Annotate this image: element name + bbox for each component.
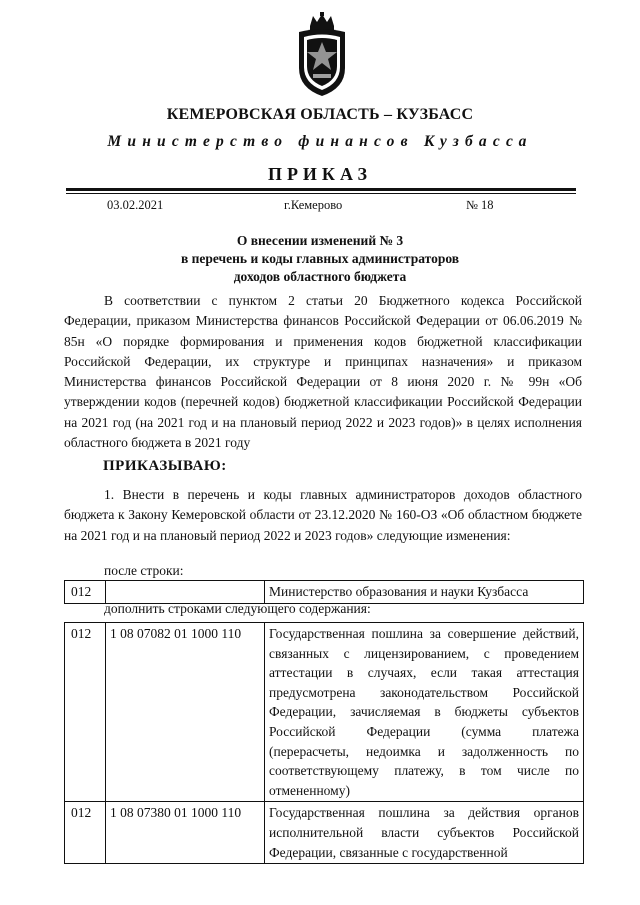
admin-code-cell: 012: [65, 623, 106, 802]
document-type-title: ПРИКАЗ: [267, 164, 373, 184]
revenue-name-cell: Государственная пошлина за совершение действий, связанных с лицензированием, с проведением аттестации в случаях, если такая аттестация предусмотрена законодательством Российской Федерации, зачисляемая в бюджеты субъектов Российской Федерации (сумма платежа (перерасчеты, недоимка и задолженность по соответствующему платежу, в том числе по отмененному): [265, 623, 584, 802]
order-number: № 18: [466, 198, 494, 212]
header-divider-thick: [66, 188, 576, 191]
subject-line: О внесении изменений № 3: [236, 233, 404, 248]
order-city: г.Кемерово: [284, 198, 343, 212]
preamble-paragraph: В соответствии с пунктом 2 статьи 20 Бюджетного кодекса Российской Федерации, приказом Министерства финансов Российской Федерации от 06.06.2019 № 85н «О порядке формирования и применения кодов бюджетной классификации Российской Федерации, их структуре и принципах назначения» и приказом Министерства финансов Российской Федерации от 8 июня 2020 г. № 99н «Об утверждении кодов (перечней кодов) бюджетной классификации Российской Федерации на 2021 год (на 2021 год и на плановый период 2022 и 2023 годов)» в целях исполнения областного бюджета в 2021 году: [64, 293, 582, 451]
region-name: КЕМЕРОВСКАЯ ОБЛАСТЬ – КУЗБАСС: [166, 106, 474, 123]
order-directive-heading: ПРИКАЗЫВАЮ:: [103, 458, 227, 474]
header-divider-thin: [66, 193, 576, 194]
subject-line: доходов областного бюджета: [233, 269, 407, 284]
subject-line: в перечень и коды главных администраторов: [180, 251, 460, 266]
table-row: [65, 623, 584, 802]
item-1-paragraph: 1. Внести в перечень и коды главных администраторов доходов областного бюджета к Закону Кемеровской области от 23.12.2020 № 160-ОЗ «Об областном бюджете на 2021 год и на плановый период 2022 и 2023 годов» следующие изменения:: [64, 487, 582, 543]
table-row: [65, 802, 584, 864]
revenue-code-cell: 1 08 07380 01 1000 110: [106, 802, 265, 864]
order-date: 03.02.2021: [107, 198, 164, 212]
supplement-label: дополнить строками следующего содержания:: [104, 601, 371, 616]
coat-of-arms-emblem: [293, 12, 351, 98]
after-row-label: после строки:: [104, 563, 184, 578]
order-subject: [0, 232, 640, 286]
ministry-name: Министерство финансов Кузбасса: [107, 133, 533, 150]
revenue-name-cell: Государственная пошлина за действия органов исполнительной власти субъектов Российской Федерации, связанные с государственной: [265, 802, 584, 864]
revenue-code-cell: 1 08 07082 01 1000 110: [106, 623, 265, 802]
admin-code-cell: 012: [65, 802, 106, 864]
revenue-name-cell: Министерство образования и науки Кузбасса: [265, 581, 584, 604]
admin-code-cell: 012: [65, 581, 106, 604]
added-rows-table: [64, 622, 584, 864]
